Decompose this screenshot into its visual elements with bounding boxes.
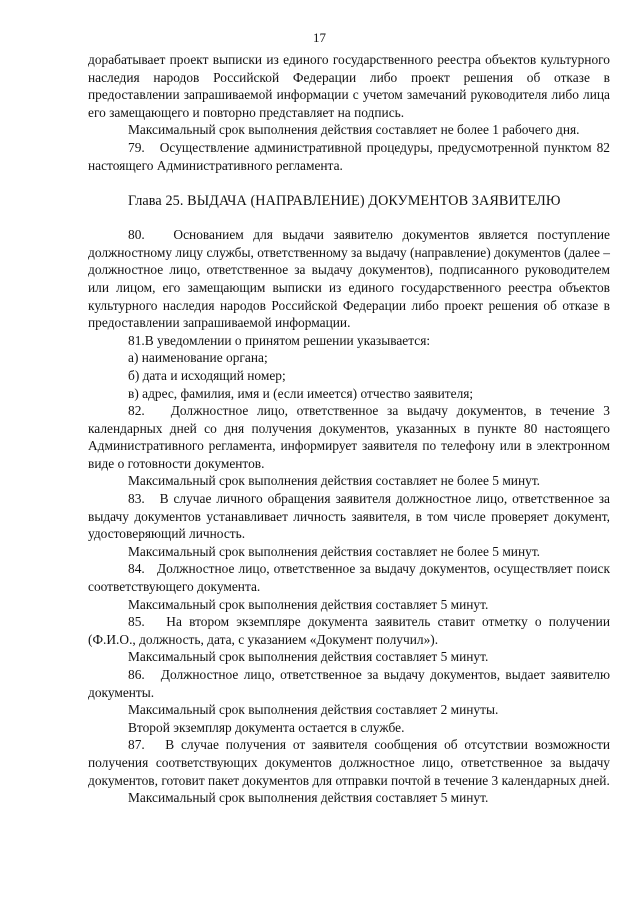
second-copy-note: Второй экземпляр документа остается в службе. (128, 719, 405, 735)
item-83: 83. В случае личного обращения заявителя должностное лицо, ответственное за выдачу документов устанавливает личность заявителя, в том числе проверяет документ, удостоверяющий личность. (88, 491, 610, 542)
intro-paragraph: дорабатывает проект выписки из единого государственного реестра объектов культурного наследия народов Российской Федерации либо проект решения об отказе в предоставлении запрашиваемой информации с учетом замечаний руководителя либо лица его замещающего и повторно представляет на подпись. (88, 52, 610, 120)
chapter-heading: Глава 25. ВЫДАЧА (НАПРАВЛЕНИЕ) ДОКУМЕНТОВ ЗАЯВИТЕЛЮ (128, 193, 561, 210)
item-85: 85. На втором экземпляре документа заявитель ставит отметку о получении (Ф.И.О., должность, дата, с указанием «Документ получил»). (88, 614, 610, 647)
item-82: 82. Должностное лицо, ответственное за выдачу документов, в течение 3 календарных дней со дня получения документов, указанных в пункте 80 настоящего Административного регламента, информирует заявителя по телефону или в электронном виде о готовности документов. (88, 403, 610, 471)
time-limit-84: Максимальный срок выполнения действия составляет 5 минут. (128, 596, 489, 612)
item-84: 84. Должностное лицо, ответственное за выдачу документов, осуществляет поиск соответствующего документа. (88, 561, 610, 595)
time-limit-86: Максимальный срок выполнения действия составляет 2 минуты. (128, 702, 499, 718)
time-limit-82: Максимальный срок выполнения действия составляет не более 5 минут. (128, 473, 541, 489)
item-81: 81.В уведомлении о принятом решении указывается: (128, 332, 431, 348)
time-limit-85: Максимальный срок выполнения действия составляет 5 минут. (128, 649, 489, 665)
item-87: 87. В случае получения от заявителя сообщения об отсутствии возможности получения соответствующих документов должностное лицо, ответственное за выдачу документов, готовит пакет документов для отправки почтой в течение 3 календарных дней. (88, 737, 610, 788)
item-81-c: в) адрес, фамилия, имя и (если имеется) отчество заявителя; (128, 385, 474, 401)
item-81-b: б) дата и исходящий номер; (128, 367, 286, 383)
item-81-a: а) наименование органа; (128, 350, 268, 366)
time-limit-83: Максимальный срок выполнения действия составляет не более 5 минут. (128, 543, 541, 559)
item-80: 80. Основанием для выдачи заявителю документов является поступление должностному лицу службы, ответственному за выдачу (направление) документов (далее – должностное лицо, ответственное за выдачу документов), подписанного руководителем или лицом, его замещающим выписки из единого государственного реестра объектов культурного наследия народов Российской Федерации либо проект решения об отказе в предоставлении запрашиваемой информации. (88, 227, 610, 331)
page-number: 17 (313, 30, 326, 45)
document-body (88, 51, 610, 807)
item-79: 79. Осуществление административной процедуры, предусмотренной пунктом 82 настоящего Административного регламента. (88, 139, 610, 173)
item-86: 86. Должностное лицо, ответственное за выдачу документов, выдает заявителю документы. (88, 667, 610, 700)
time-limit-87: Максимальный срок выполнения действия составляет 5 минут. (128, 790, 489, 806)
time-limit-1-day: Максимальный срок выполнения действия составляет не более 1 рабочего дня. (128, 122, 580, 138)
